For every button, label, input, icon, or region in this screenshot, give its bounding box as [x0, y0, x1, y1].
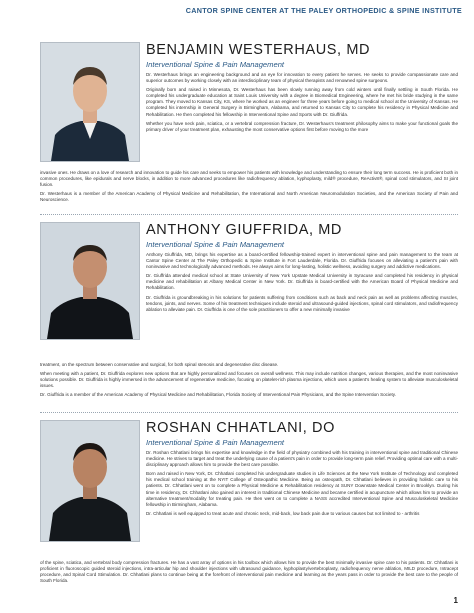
doctor-specialty: Interventional Spine & Pain Management — [146, 438, 285, 447]
page-number: 1 — [453, 596, 458, 605]
profile-continuation — [40, 362, 458, 401]
profile-text — [146, 42, 458, 136]
section-divider — [40, 412, 458, 413]
bio-paragraph: Whether you have neck pain, sciatica, or a vertebral compression fracture, Dr. Westerhaus's treatment philosophy aims to make your functional goals the primary driver of your treatment plan, exhausting the most conservative options first before moving to the more — [146, 120, 458, 132]
bio-paragraph: Dr. Westerhaus brings an engineering background and an eye for innovation to every patient he serves. He seeks to provide compassionate care and superior outcomes by working closely with an interdisciplinary team of physical therapists and renowned spine surgeons. — [146, 72, 458, 84]
doctor-specialty: Interventional Spine & Pain Management — [146, 240, 285, 249]
bio-paragraph: of the spine, sciatica, and vertebral body compression fractures. He has a vast array of options in his toolbox which allows him to provide the best minimally invasive spine care to his patients. Dr. Chhatlani is proficient in fluoroscopic guided steroid injections, intra-articular hip and shoulder injections with ultrasound guidance, kyphoplasty/vertebroplasty, radiofrequency nerve ablation, MILD procedure, Intracept procedure, and Spinal Cord Stimulation. Dr. Chhatlani plans to continue being at the forefront of interventional pain medicine and learning as the years pass in order to provide the best care to the people of South Florida. — [40, 560, 458, 584]
doctor-photo — [40, 420, 140, 542]
bio-paragraph: Dr. Giuffrida is a member of the American Academy of Physical Medicine and Rehabilitation, Florida Society of Interventional Pain Physicians, and the Spine Intervention Society. — [40, 392, 396, 398]
publication-header: CANTOR SPINE CENTER AT THE PALEY ORTHOPEDIC & SPINE INSTITUTE — [185, 6, 462, 15]
bio-paragraph: Anthony Giuffrida, MD, brings his expertise as a board-certified fellowship-trained expert in interventional spine and pain management to the team at Cantor Spine Center at The Paley Orthopedic & Spine Institute in Fort Lauderdale, Florida. Dr. Giuffrida focuses on alleviating a patient's pain with noninvasive and technologically advanced methods. He always aims for long-lasting, holistic wellness, avoiding surgery and addictive medications. — [146, 252, 458, 270]
bio-paragraph: Dr. Giuffrida is groundbreaking in his solutions for patients suffering from conditions such as back and neck pain as well as problems affecting muscles, tendons, joints, and nerves. Some of his treatment techniques include steroid and ultrasound-guided injections, spinal cord stimulators, and radiofrequency ablation to alleviate pain. Dr. Giuffrida is one of the sole practitioners to offer a new minimally invasive — [146, 294, 458, 312]
bio-paragraph: invasive ones. He draws on a love of research and innovation to guide his care and seeks to empower his patients with knowledge and understanding to ensure their long term success. He is proficient both in common procedures, like epidurals and nerve blocks, in addition to more advanced procedures like radiofrequency ablation, kyphoplasty, mild® procedure, ReActiv8®, spinal cord stimulators, and SI joint fusion. — [40, 170, 458, 188]
doctor-photo — [40, 42, 140, 162]
bio-paragraph: Dr. Westerhaus is a member of the American Academy of Physical Medicine and Rehabilitation, the International and North American Neuromodulation Societies, and the American Society of Pain and Neuroscience. — [40, 191, 458, 203]
doctor-photo — [40, 222, 140, 340]
doctor-specialty: Interventional Spine & Pain Management — [146, 60, 285, 69]
bio-paragraph: Dr. Chhatlani is well equipped to treat acute and chronic neck, mid-back, low back pain due to various causes but not limited to - arthritis — [146, 510, 420, 516]
profile-text — [146, 222, 458, 316]
profile-continuation — [40, 560, 458, 587]
bio-paragraph: Born and raised in New York, Dr. Chhatlani completed his undergraduate studies in Life Sciences at the New York Institute of Technology and completed his medical school training at the NYIT College of Osteopathic Medicine. Being an osteopath, Dr. Chhatlani believes in providing holistic care to his patients. Dr. Chhatlani went on to complete a Physical Medicine & Rehabilitation residency at SUNY Downstate Medical Center in Brooklyn. During his time in residency, Dr. Chhatlani also gained an interest in traditional Chinese Medicine and became certified in acupuncture which allows him to provide an alternative treatment/modality for treating pain. He then went on to complete a NASS accredited Interventional Spine and Musculoskeletal Medicine fellowship in Birmingham, Alabama. — [146, 471, 458, 507]
doctor-name: ANTHONY GIUFFRIDA, MD — [146, 222, 343, 238]
bio-paragraph: Originally born and raised in Minnesota, Dr. Westerhaus has been slowly running away from cold winters until finally settling in South Florida. He completed his undergraduate education at Saint Louis University with a degree in Biomedical Engineering, where he met his bride studying in the same program. They moved to Kansas City, KS, where he worked as an engineer for three years before going to medical school at the University of Kansas. He completed his internship in General Surgery in Birmingham, Alabama, and returned to Kansas City to complete his residency in Physical Medicine and Rehabilitation. He then completed his fellowship in Interventional Spine and Sports with Dr. Giuffrida. — [146, 87, 458, 117]
bio-paragraph: When meeting with a patient, Dr. Giuffrida explores new options that are highly personalized and focuses on overall wellness. This may include nutrition changes, various therapies, and the most noninvasive solutions possible. Dr. Giuffrida is highly immersed in the advancement of regenerative medicine, focusing on platelet-rich plasma injections, which uses a patient's healing system to alleviate musculoskeletal issues. — [40, 371, 458, 389]
doctor-name: ROSHAN CHHATLANI, DO — [146, 420, 335, 436]
profile-text — [146, 420, 458, 520]
section-divider — [40, 214, 458, 215]
profile-continuation — [40, 170, 458, 206]
bio-paragraph: Dr. Giuffrida attended medical school at State University of New York Upstate Medical University in Syracuse and completed his residency in physical medicine and rehabilitation at Albany Medical Center in New York. Dr. Giuffrida is board-certified with the American Board of Physical Medicine and Rehabilitation. — [146, 273, 458, 291]
bio-paragraph: Dr. Roshan Chhatlani brings his expertise and knowledge in the field of physiatry combined with his training in interventional spine and traditional Chinese medicine. He strives to target and treat the underlying cause of a patient's pain in order to provide long-term pain relief. Providing optimal care with a multi-disciplinary approach allows him to provide the best care possible. — [146, 450, 458, 468]
bio-paragraph: treatment, on the spectrum between conservative and surgical, for both spinal stenosis and degenerative disc disease. — [40, 362, 279, 367]
doctor-name: BENJAMIN WESTERHAUS, MD — [146, 42, 371, 58]
